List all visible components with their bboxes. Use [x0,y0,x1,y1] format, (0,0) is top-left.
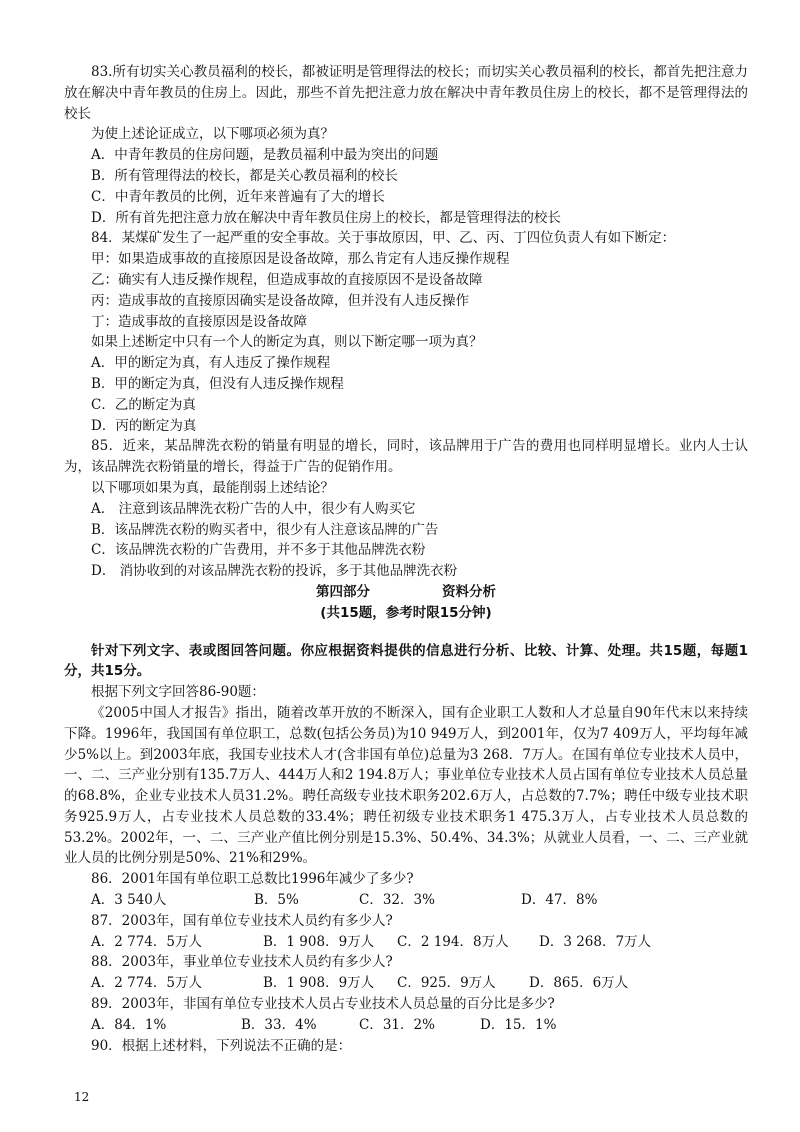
option-b: B．所有管理得法的校长，都是关心教员福利的校长 [91,167,398,184]
question-stem: 89．2003年，非国有单位专业技术人员占专业技术人员总量的百分比是多少? [91,996,555,1013]
page-content [64,62,748,1056]
section-subtitle: (共15题，参考时限15分钟) [320,604,492,621]
option-a: A．中青年教员的住房问题，是教员福利中最为突出的问题 [91,147,439,164]
passage-text: 《2005中国人才报告》指出，随着改革开放的不断深入，国有企业职工人数和人才总量自90年代末以来持续下降。1996年，我国国有单位职工，总数(包括公务员)为10 949万人，到2001年，仅为7 409万人，平均每年减少5%以上。到2003年底，我国专业技术人才(含非国有单位)总量为3 268．7万人。在国有单位专业技术人员中，一、二、三产业分别有135.7万人、444万人和2 194.8万人；事业单位专业技术人员占国有单位专业技术人员总量的68.8%，企业专业技术人员31.2%。聘任高级专业技术职务202.6万人，占总数的7.7%；聘任中级专业技术职务925.9万人，占专业技术人员总数的33.4%；聘任初级专业技术职务1 475.3万人，占专业技术人员总数的53.2%。2002年，一、二、三产业产值比例分别是15.3%、50.4%、34.3%；从就业人员看，一、二、三产业就业人员的比例分别是50%、21%和29%。 [64,704,748,867]
option-b: B．33．4% [241,1016,317,1033]
option-a: A．84．1% [91,1016,167,1033]
options-row [64,973,748,994]
passage-lead: 根据下列文字回答86-90题： [91,684,265,701]
option-a: A．2 774．5万人 [91,975,202,992]
option-c: C．中青年教员的比例，近年来普遍有了大的增长 [91,188,385,205]
question-stem: 85．近来，某品牌洗衣粉的销量有明显的增长，同时，该品牌用于广告的费用也同样明显增长。业内人士认为，该品牌洗衣粉销量的增长，得益于广告的促销作用。 [64,438,748,476]
question-90 [64,1036,748,1057]
question-87 [64,911,748,953]
option-c: C．32．3% [359,892,435,909]
option-b: B．1 908．9万人 [263,933,375,950]
option-c: C．31．2% [359,1016,435,1033]
option-d: D．3 268．7万人 [539,933,652,950]
question-83 [64,62,748,228]
option-d: D．47．8% [521,892,598,909]
option-b: B．5% [254,892,299,909]
question-86 [64,869,748,911]
section-instruction: 针对下列文字、表或图回答问题。你应根据资料提供的信息进行分析、比较、计算、处理。共15题，每题1分，共15分。 [64,642,748,680]
page-number: 12 [74,1090,90,1104]
statement-ding: 丁：造成事故的直接原因是设备故障 [91,313,307,330]
options-row [64,890,748,911]
statement-bing: 丙：造成事故的直接原因确实是设备故障，但并没有人违反操作 [91,292,469,309]
option-c: C．乙的断定为真 [91,396,196,413]
option-c: C．925．9万人 [397,975,496,992]
question-84 [64,228,748,436]
section-title [64,582,748,603]
option-a: A．3 540人 [91,892,167,909]
option-b: B．甲的断定为真，但没有人违反操作规程 [91,375,344,392]
option-c: C．该品牌洗衣粉的广告费用，并不多于其他品牌洗衣粉 [91,542,426,559]
options-row [64,932,748,953]
option-d: D．15．1% [480,1016,557,1033]
question-stem: 88．2003年，事业单位专业技术人员约有多少人? [91,954,393,971]
question-stem: 86．2001年国有单位职工总数比1996年减少了多少? [91,871,414,888]
statement-yi: 乙：确实有人违反操作规程，但造成事故的直接原因不是设备故障 [91,271,483,288]
options-row [64,1015,748,1036]
option-a: A． 注意到该品牌洗衣粉广告的人中，很少有人购买它 [91,500,416,517]
question-prompt: 以下哪项如果为真，最能削弱上述结论？ [91,479,334,496]
question-prompt: 为使上述论证成立，以下哪项必须为真？ [91,126,334,143]
option-a: A．甲的断定为真，有人违反了操作规程 [91,355,331,372]
question-stem: 83.所有切实关心教员福利的校长，都被证明是管理得法的校长；而切实关心教员福利的校长，都首先把注意力放在解决中青年教员的住房上。因此，那些不首先把注意力放在解决中青年教员住房上的校长，都不是管理得法的校长 [64,64,748,122]
option-a: A．2 774．5万人 [91,933,202,950]
option-b: B．1 908．9万人 [263,975,375,992]
section-title-left: 第四部分 [316,583,370,600]
option-d: D．所有首先把注意力放在解决中青年教员住房上的校长，都是管理得法的校长 [91,209,561,226]
option-d: D．865．6万人 [529,975,629,992]
question-stem: 84．某煤矿发生了一起严重的安全事故。关于事故原因，甲、乙、丙、丁四位负责人有如下断定： [91,230,676,247]
question-stem: 90．根据上述材料，下列说法不正确的是： [91,1037,352,1054]
option-c: C．2 194．8万人 [397,933,509,950]
question-stem: 87．2003年，国有单位专业技术人员约有多少人? [91,912,393,929]
question-prompt: 如果上述断定中只有一个人的断定为真，则以下断定哪一项为真？ [91,334,483,351]
statement-jia: 甲：如果造成事故的直接原因是设备故障，那么肯定有人违反操作规程 [91,251,510,268]
question-85 [64,436,748,582]
option-d: D．丙的断定为真 [91,417,197,434]
section-title-right: 资料分析 [442,583,496,600]
option-d: D． 消协收到的对该品牌洗衣粉的投诉，多于其他品牌洗衣粉 [91,563,458,580]
question-88 [64,952,748,994]
option-b: B．该品牌洗衣粉的购买者中，很少有人注意该品牌的广告 [91,521,439,538]
question-89 [64,994,748,1036]
